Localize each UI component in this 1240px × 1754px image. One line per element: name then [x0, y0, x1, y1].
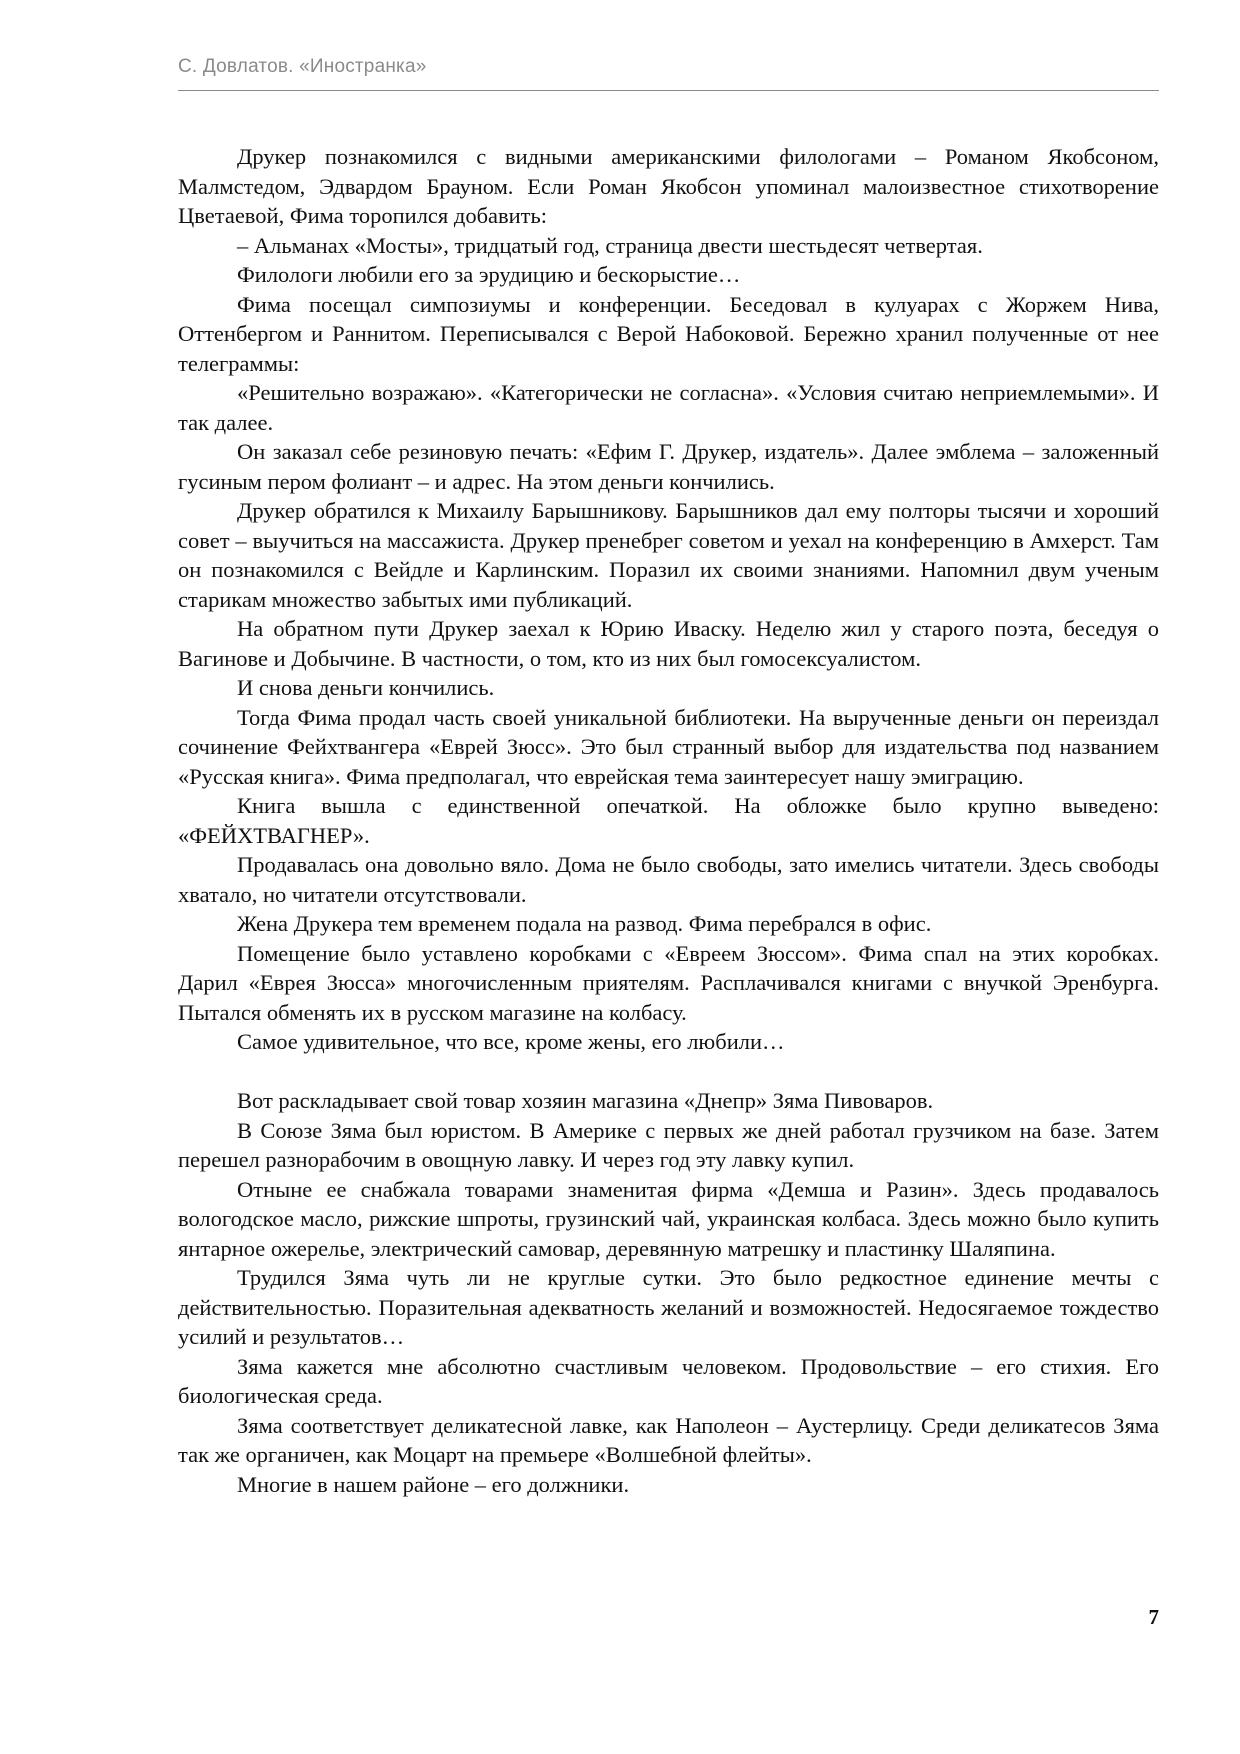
paragraph: Отныне ее снабжала товарами знаменитая фирма «Демша и Разин». Здесь продавалось вологодское масло, рижские шпроты, грузинский чай, украинская колбаса. Здесь можно было купить янтарное ожерелье, электрический самовар, деревянную матрешку и пластинку Шаляпина. — [178, 1176, 1159, 1261]
paragraph: Тогда Фима продал часть своей уникальной библиотеки. На вырученные деньги он переиздал сочинение Фейхтвангера «Еврей Зюсс». Это был странный выбор для издательства под названием «Русская книга». Фима предполагал, что еврейская тема заинтересует нашу эмиграцию. — [178, 704, 1159, 789]
paragraph: Друкер познакомился с видными американскими филологами – Романом Якобсоном, Малмстедом, Эдвардом Брауном. Если Роман Якобсон упоминал малоизвестное стихотворение Цветаевой, Фима торопился добавить: — [178, 144, 1159, 228]
paragraph: «Решительно возражаю». «Категорически не согласна». «Условия считаю неприемлемыми». И так далее. — [178, 380, 1159, 435]
paragraph: На обратном пути Друкер заехал к Юрию Иваску. Неделю жил у старого поэта, беседуя о Вагинове и Добычине. В частности, о том, кто из них был гомосексуалистом. — [178, 616, 1159, 671]
header-rule — [178, 90, 1159, 91]
paragraph: Он заказал себе резиновую печать: «Ефим Г. Друкер, издатель». Далее эмблема – заложенный гусиным пером фолиант – и адрес. На этом деньги кончились. — [178, 439, 1159, 494]
paragraph: Трудился Зяма чуть ли не круглые сутки. Это было редкостное единение мечты с действительностью. Поразительная адекватность желаний и возможностей. Недосягаемое тождество усилий и результатов… — [178, 1265, 1159, 1349]
paragraph: Самое удивительное, что все, кроме жены, его любили… — [237, 1029, 785, 1054]
running-header: С. Довлатов. «Иностранка» — [178, 56, 427, 77]
page-body — [178, 142, 1159, 1499]
paragraph: Продавалась она довольно вяло. Дома не было свободы, зато имелись читатели. Здесь свободы хватало, но читатели отсутствовали. — [178, 852, 1159, 907]
paragraph: В Союзе Зяма был юристом. В Америке с первых же дней работал грузчиком на базе. Затем перешел разнорабочим в овощную лавку. И через год эту лавку купил. — [178, 1117, 1159, 1172]
paragraph: Помещение было уставлено коробками с «Евреем Зюссом». Фима спал на этих коробках. Дарил «Еврея Зюсса» многочисленным приятелям. Расплачивался книгами с внучкой Эренбурга. Пытался обменять их в русском магазине на колбасу. — [178, 940, 1159, 1025]
paragraph: Зяма соответствует деликатесной лавке, как Наполеон – Аустерлицу. Среди деликатесов Зяма так же органичен, как Моцарт на премьере «Волшебной флейты». — [178, 1412, 1159, 1467]
paragraph: Вот раскладывает свой товар хозяин магазина «Днепр» Зяма Пивоваров. — [237, 1088, 934, 1113]
paragraph: Друкер обратился к Михаилу Барышникову. Барышников дал ему полторы тысячи и хороший совет – выучиться на массажиста. Друкер пренебрег советом и уехал на конференцию в Амхерст. Там он познакомился с Вейдле и Карлинским. Поразил их своими знаниями. Напомнил двум ученым старикам множество забытых ими публикаций. — [178, 498, 1159, 612]
page-number: 7 — [1148, 1605, 1159, 1629]
paragraph: – Альманах «Мосты», тридцатый год, страница двести шестьдесят четвертая. — [237, 232, 983, 258]
paragraph: Книга вышла с единственной опечаткой. На обложке было крупно выведено: «ФЕЙХТВАГНЕР». — [178, 793, 1159, 848]
paragraph: Фима посещал симпозиумы и конференции. Беседовал в кулуарах с Жоржем Нива, Оттенбергом и Раннитом. Переписывался с Верой Набоковой. Бережно хранил полученные от нее телеграммы: — [178, 291, 1159, 376]
paragraph: Зяма кажется мне абсолютно счастливым человеком. Продовольствие – его стихия. Его биологическая среда. — [178, 1353, 1159, 1408]
paragraph: И снова деньги кончились. — [237, 675, 495, 700]
paragraph: Жена Друкера тем временем подала на развод. Фима перебрался в офис. — [237, 911, 932, 936]
paragraph: Филологи любили его за эрудицию и бескорыстие… — [237, 262, 741, 287]
paragraph: Многие в нашем районе – его должники. — [237, 1471, 630, 1497]
